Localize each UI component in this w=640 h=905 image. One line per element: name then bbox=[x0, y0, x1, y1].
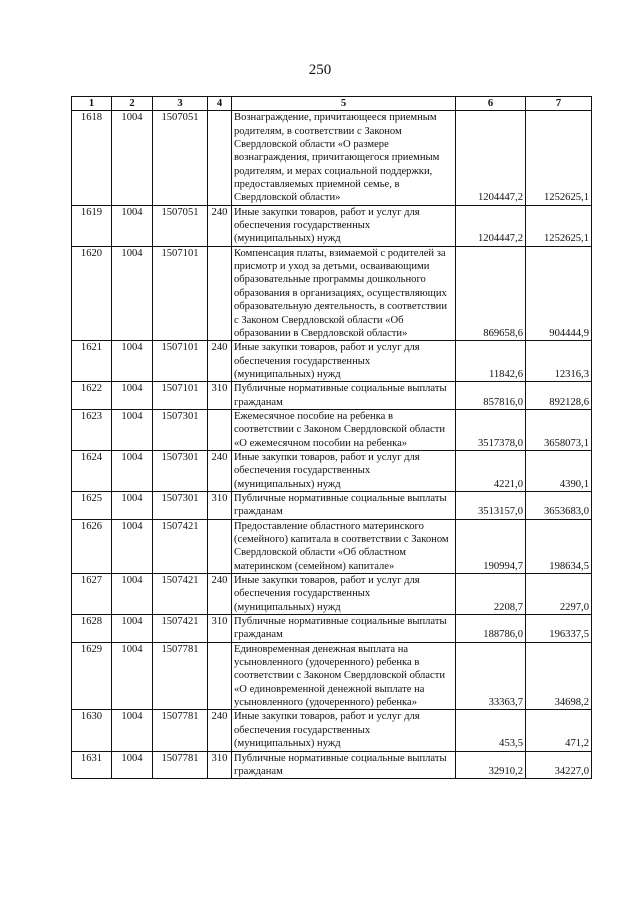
expense-type-cell: 240 bbox=[208, 450, 232, 491]
table-row bbox=[72, 341, 592, 382]
target-article-cell: 1507301 bbox=[153, 450, 208, 491]
expense-type-cell: 310 bbox=[208, 615, 232, 643]
description-cell: Иные закупки товаров, работ и услуг для обеспечения государственных (муниципальных) нужд bbox=[232, 341, 456, 382]
header-col-3: 3 bbox=[153, 97, 208, 111]
table-row bbox=[72, 409, 592, 450]
expense-type-cell: 240 bbox=[208, 710, 232, 751]
section-code-cell: 1004 bbox=[112, 111, 153, 205]
expense-type-cell: 240 bbox=[208, 205, 232, 246]
row-number-cell: 1630 bbox=[72, 710, 112, 751]
amount-year-1-cell: 3517378,0 bbox=[456, 409, 526, 450]
section-code-cell: 1004 bbox=[112, 710, 153, 751]
expense-type-cell bbox=[208, 519, 232, 573]
target-article-cell: 1507301 bbox=[153, 409, 208, 450]
section-code-cell: 1004 bbox=[112, 382, 153, 410]
description-cell: Предоставление областного материнского (семейного) капитала в соответствии с Законом Свердловской области «Об областном материнском (семейном) капитале» bbox=[232, 519, 456, 573]
expense-type-cell bbox=[208, 246, 232, 340]
amount-year-2-cell: 2297,0 bbox=[526, 574, 592, 615]
amount-year-1-cell: 869658,6 bbox=[456, 246, 526, 340]
section-code-cell: 1004 bbox=[112, 751, 153, 779]
row-number-cell: 1626 bbox=[72, 519, 112, 573]
row-number-cell: 1624 bbox=[72, 450, 112, 491]
description-cell: Публичные нормативные социальные выплаты гражданам bbox=[232, 491, 456, 519]
amount-year-2-cell: 3653683,0 bbox=[526, 491, 592, 519]
amount-year-1-cell: 188786,0 bbox=[456, 615, 526, 643]
table-row bbox=[72, 382, 592, 410]
row-number-cell: 1623 bbox=[72, 409, 112, 450]
section-code-cell: 1004 bbox=[112, 574, 153, 615]
amount-year-2-cell: 1252625,1 bbox=[526, 111, 592, 205]
section-code-cell: 1004 bbox=[112, 205, 153, 246]
table-row bbox=[72, 450, 592, 491]
table-row bbox=[72, 246, 592, 340]
expense-type-cell: 240 bbox=[208, 574, 232, 615]
amount-year-2-cell: 904444,9 bbox=[526, 246, 592, 340]
table-row bbox=[72, 642, 592, 710]
row-number-cell: 1629 bbox=[72, 642, 112, 710]
expense-type-cell: 240 bbox=[208, 341, 232, 382]
target-article-cell: 1507781 bbox=[153, 642, 208, 710]
target-article-cell: 1507101 bbox=[153, 382, 208, 410]
target-article-cell: 1507781 bbox=[153, 710, 208, 751]
target-article-cell: 1507051 bbox=[153, 111, 208, 205]
description-cell: Единовременная денежная выплата на усыновленного (удочеренного) ребенка в соответствии с Законом Свердловской области «О единовременной денежной выплате на усыновленного (удочеренного) ребенка» bbox=[232, 642, 456, 710]
amount-year-2-cell: 34227,0 bbox=[526, 751, 592, 779]
description-cell: Компенсация платы, взимаемой с родителей за присмотр и уход за детьми, осваивающими образовательные программы дошкольного образования в организациях, осуществляющих образовательную деятельность, в соответствии с Законом Свердловской области «Об образовании в Свердловской области» bbox=[232, 246, 456, 340]
expense-type-cell bbox=[208, 409, 232, 450]
amount-year-2-cell: 1252625,1 bbox=[526, 205, 592, 246]
amount-year-1-cell: 190994,7 bbox=[456, 519, 526, 573]
amount-year-1-cell: 453,5 bbox=[456, 710, 526, 751]
amount-year-2-cell: 198634,5 bbox=[526, 519, 592, 573]
header-col-7: 7 bbox=[526, 97, 592, 111]
header-col-5: 5 bbox=[232, 97, 456, 111]
expense-type-cell bbox=[208, 642, 232, 710]
amount-year-2-cell: 471,2 bbox=[526, 710, 592, 751]
row-number-cell: 1619 bbox=[72, 205, 112, 246]
description-cell: Иные закупки товаров, работ и услуг для обеспечения государственных (муниципальных) нужд bbox=[232, 450, 456, 491]
header-col-6: 6 bbox=[456, 97, 526, 111]
expense-type-cell: 310 bbox=[208, 751, 232, 779]
header-col-2: 2 bbox=[112, 97, 153, 111]
amount-year-2-cell: 3658073,1 bbox=[526, 409, 592, 450]
description-cell: Иные закупки товаров, работ и услуг для обеспечения государственных (муниципальных) нужд bbox=[232, 574, 456, 615]
section-code-cell: 1004 bbox=[112, 519, 153, 573]
amount-year-1-cell: 11842,6 bbox=[456, 341, 526, 382]
section-code-cell: 1004 bbox=[112, 450, 153, 491]
expense-type-cell bbox=[208, 111, 232, 205]
row-number-cell: 1622 bbox=[72, 382, 112, 410]
amount-year-1-cell: 4221,0 bbox=[456, 450, 526, 491]
amount-year-2-cell: 4390,1 bbox=[526, 450, 592, 491]
row-number-cell: 1620 bbox=[72, 246, 112, 340]
table-row bbox=[72, 205, 592, 246]
row-number-cell: 1631 bbox=[72, 751, 112, 779]
amount-year-1-cell: 1204447,2 bbox=[456, 205, 526, 246]
amount-year-2-cell: 196337,5 bbox=[526, 615, 592, 643]
header-col-4: 4 bbox=[208, 97, 232, 111]
section-code-cell: 1004 bbox=[112, 409, 153, 450]
target-article-cell: 1507301 bbox=[153, 491, 208, 519]
amount-year-2-cell: 34698,2 bbox=[526, 642, 592, 710]
header-row bbox=[72, 97, 592, 111]
section-code-cell: 1004 bbox=[112, 491, 153, 519]
target-article-cell: 1507421 bbox=[153, 519, 208, 573]
target-article-cell: 1507101 bbox=[153, 341, 208, 382]
description-cell: Вознаграждение, причитающееся приемным родителям, в соответствии с Законом Свердловской области «О размере вознаграждения, причитающегося приемным родителям, и мерах социальной поддержки, предоставляемых приемной семье, в Свердловской области» bbox=[232, 111, 456, 205]
amount-year-1-cell: 2208,7 bbox=[456, 574, 526, 615]
header-col-1: 1 bbox=[72, 97, 112, 111]
description-cell: Публичные нормативные социальные выплаты гражданам bbox=[232, 751, 456, 779]
description-cell: Ежемесячное пособие на ребенка в соответствии с Законом Свердловской области «О ежемесячном пособии на ребенка» bbox=[232, 409, 456, 450]
row-number-cell: 1625 bbox=[72, 491, 112, 519]
amount-year-1-cell: 857816,0 bbox=[456, 382, 526, 410]
section-code-cell: 1004 bbox=[112, 341, 153, 382]
row-number-cell: 1621 bbox=[72, 341, 112, 382]
table-row bbox=[72, 519, 592, 573]
description-cell: Публичные нормативные социальные выплаты гражданам bbox=[232, 382, 456, 410]
table-row bbox=[72, 491, 592, 519]
target-article-cell: 1507781 bbox=[153, 751, 208, 779]
description-cell: Иные закупки товаров, работ и услуг для обеспечения государственных (муниципальных) нужд bbox=[232, 710, 456, 751]
amount-year-1-cell: 33363,7 bbox=[456, 642, 526, 710]
description-cell: Публичные нормативные социальные выплаты гражданам bbox=[232, 615, 456, 643]
description-cell: Иные закупки товаров, работ и услуг для обеспечения государственных (муниципальных) нужд bbox=[232, 205, 456, 246]
target-article-cell: 1507051 bbox=[153, 205, 208, 246]
amount-year-1-cell: 32910,2 bbox=[456, 751, 526, 779]
amount-year-1-cell: 1204447,2 bbox=[456, 111, 526, 205]
row-number-cell: 1627 bbox=[72, 574, 112, 615]
table-row bbox=[72, 615, 592, 643]
amount-year-1-cell: 3513157,0 bbox=[456, 491, 526, 519]
section-code-cell: 1004 bbox=[112, 615, 153, 643]
target-article-cell: 1507421 bbox=[153, 615, 208, 643]
expense-type-cell: 310 bbox=[208, 382, 232, 410]
page-number: 250 bbox=[308, 62, 332, 78]
target-article-cell: 1507421 bbox=[153, 574, 208, 615]
expense-type-cell: 310 bbox=[208, 491, 232, 519]
row-number-cell: 1618 bbox=[72, 111, 112, 205]
row-number-cell: 1628 bbox=[72, 615, 112, 643]
amount-year-2-cell: 12316,3 bbox=[526, 341, 592, 382]
table-row bbox=[72, 574, 592, 615]
table-row bbox=[72, 710, 592, 751]
section-code-cell: 1004 bbox=[112, 642, 153, 710]
table-row bbox=[72, 111, 592, 205]
target-article-cell: 1507101 bbox=[153, 246, 208, 340]
table-row bbox=[72, 751, 592, 779]
table-header bbox=[72, 97, 592, 111]
amount-year-2-cell: 892128,6 bbox=[526, 382, 592, 410]
section-code-cell: 1004 bbox=[112, 246, 153, 340]
budget-table bbox=[71, 96, 592, 779]
table-body bbox=[72, 111, 592, 779]
